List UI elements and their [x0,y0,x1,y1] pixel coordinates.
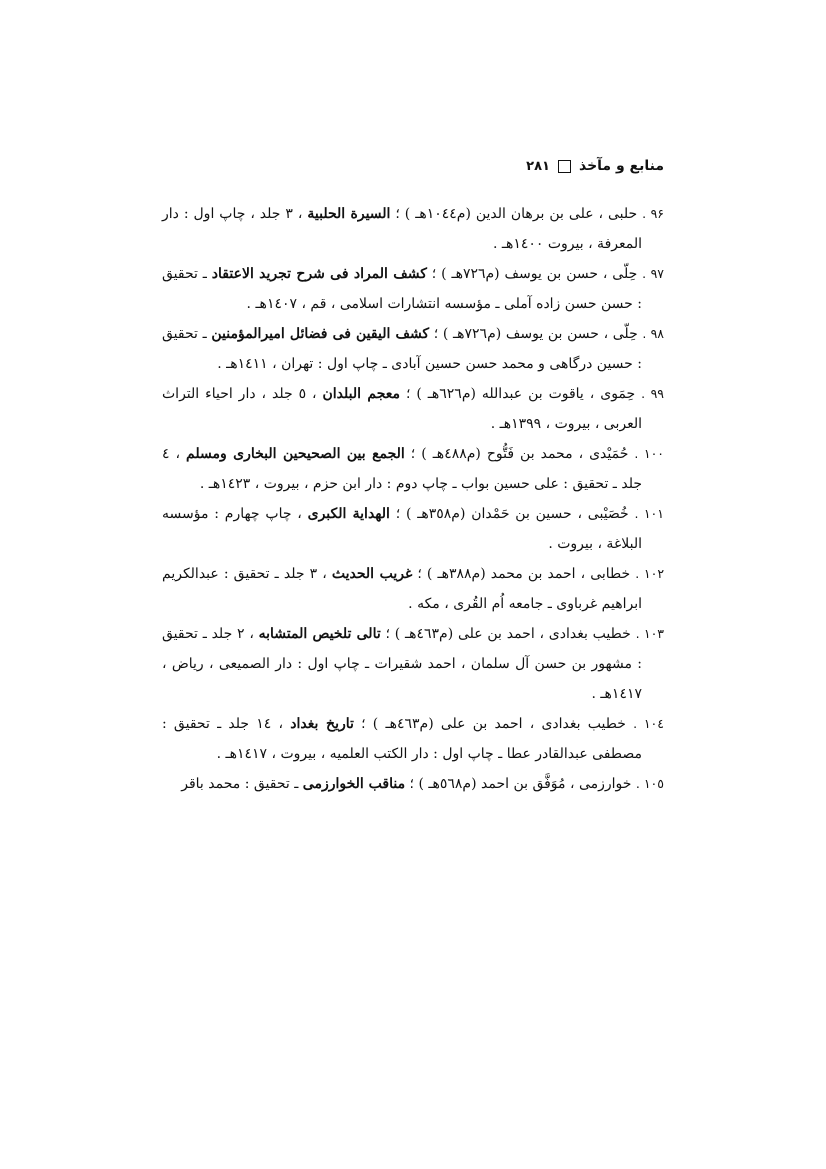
entry-number: ۱۰٤ . [633,716,664,731]
entry-author: خطیب بغدادی ، احمد بن علی (م٤٦۳هـ ) ؛ [353,716,626,732]
entry-details: ، ۲ جلد ـ تحقیق : مشهور بن حسن آل سلمان ، احمد شقیرات ـ چاپ اول : دار الصمیعی ، ریاض ، ۱٤۱۷هـ . [162,626,642,702]
entry-book-title: تالی تلخیص المتشابه [258,626,381,642]
bibliography-entry-104 [162,709,664,769]
bibliography-entry-100 [162,439,664,499]
bibliography-entry-97 [162,259,664,319]
entry-details: ، ۳ جلد ـ تحقیق : عبدالکریم ابراهیم غرباوی ـ جامعه اُم القُری ، مکه . [162,566,642,612]
bibliography-entry-99 [162,379,664,439]
running-header [162,154,664,178]
entry-details: ـ تحقیق : حسن حسن زاده آملی ـ مؤسسه انتشارات اسلامی ، قم ، ۱٤۰۷هـ . [162,266,642,312]
entry-number: ۱۰۱ . [634,506,664,521]
bibliography-entry-101 [162,499,664,559]
entry-details: ، ۳ جلد ، چاپ اول : دار المعرفة ، بیروت ۱٤۰۰هـ . [162,206,642,252]
entry-author: حُمَیْدی ، محمد بن فَتُّوح (م٤۸۸هـ ) ؛ [404,446,629,462]
entry-details: ، چاپ چهارم : مؤسسه البلاغة ، بیروت . [162,506,642,552]
entry-details: ـ تحقیق : محمد باقر [181,776,303,792]
entry-author: خوارزمی ، مُوَفَّق بن احمد (م٥٦۸هـ ) ؛ [405,776,632,792]
entry-details: ، ۱٤ جلد ـ تحقیق : مصطفی عبدالقادر عطا ـ چاپ اول : دار الکتب العلمیه ، بیروت ، ۱٤۱۷هـ . [162,716,642,762]
entry-number: ۱۰٥ . [635,776,664,791]
entry-book-title: مناقب الخوارزمی [302,776,406,792]
bibliography-list [162,199,664,799]
entry-number: ۹۷ . [642,266,664,281]
entry-details: ـ تحقیق : حسین درگاهی و محمد حسن حسین آبادی ـ چاپ اول : تهران ، ۱٤۱۱هـ . [162,326,642,372]
entry-author: خطابی ، احمد بن محمد (م۳۸۸هـ ) ؛ [412,566,631,582]
entry-author: حلبی ، علی بن برهان الدین (م۱۰٤٤هـ ) ؛ [390,206,638,222]
entry-number: ۹۶ . [642,206,665,221]
entry-number: ۹۸ . [642,326,665,341]
entry-book-title: کشف المراد فی شرح تجرید الاعتقاد [211,266,427,282]
entry-number: ۹۹ . [641,386,665,401]
entry-number: ۱۰۲ . [635,566,665,581]
entry-author: حِمَوی ، یاقوت بن عبدالله (م٦۲٦هـ ) ؛ [400,386,636,402]
header-title: منابع و مآخذ [578,158,664,174]
entry-book-title: کشف الیقین فی فضائل امیرالمؤمنین [211,326,430,342]
entry-book-title: الجمع بین الصحیحین البخاری ومسلم [186,446,405,462]
entry-number: ۱۰۳ . [635,626,665,641]
entry-author: خطیب بغدادی ، احمد بن علی (م٤٦۳هـ ) ؛ [380,626,631,642]
entry-author: خُصَیْبی ، حسین بن حَمْدان (م۳٥۸هـ ) ؛ [389,506,629,522]
bibliography-entry-105 [162,769,664,799]
entry-author: حِلّی ، حسن بن یوسف (م۷۲٦هـ ) ؛ [429,326,638,342]
bibliography-entry-96 [162,199,664,259]
bibliography-entry-98 [162,319,664,379]
entry-book-title: الهدایة الکبری [307,506,390,522]
entry-book-title: غریب الحدیث [331,566,413,582]
bibliography-entry-102 [162,559,664,619]
entry-details: ، ٥ جلد ، دار احیاء التراث العربی ، بیروت ، ۱۳۹۹هـ . [162,386,642,432]
entry-number: ۱۰۰ . [634,446,665,461]
entry-author: حِلّی ، حسن بن یوسف (م۷۲٦هـ ) ؛ [426,266,638,282]
entry-book-title: معجم البلدان [322,386,401,402]
entry-book-title: تاریخ بغداد [290,716,354,732]
page-number: ۲۸۱ [526,158,550,174]
square-icon [558,160,571,173]
entry-details: ، ٤ جلد ـ تحقیق : علی حسین بواب ـ چاپ دوم : دار ابن حزم ، بیروت ، ۱٤۲۳هـ . [162,446,642,492]
bibliography-entry-103 [162,619,664,709]
entry-book-title: السیرة الحلبیة [307,206,391,222]
